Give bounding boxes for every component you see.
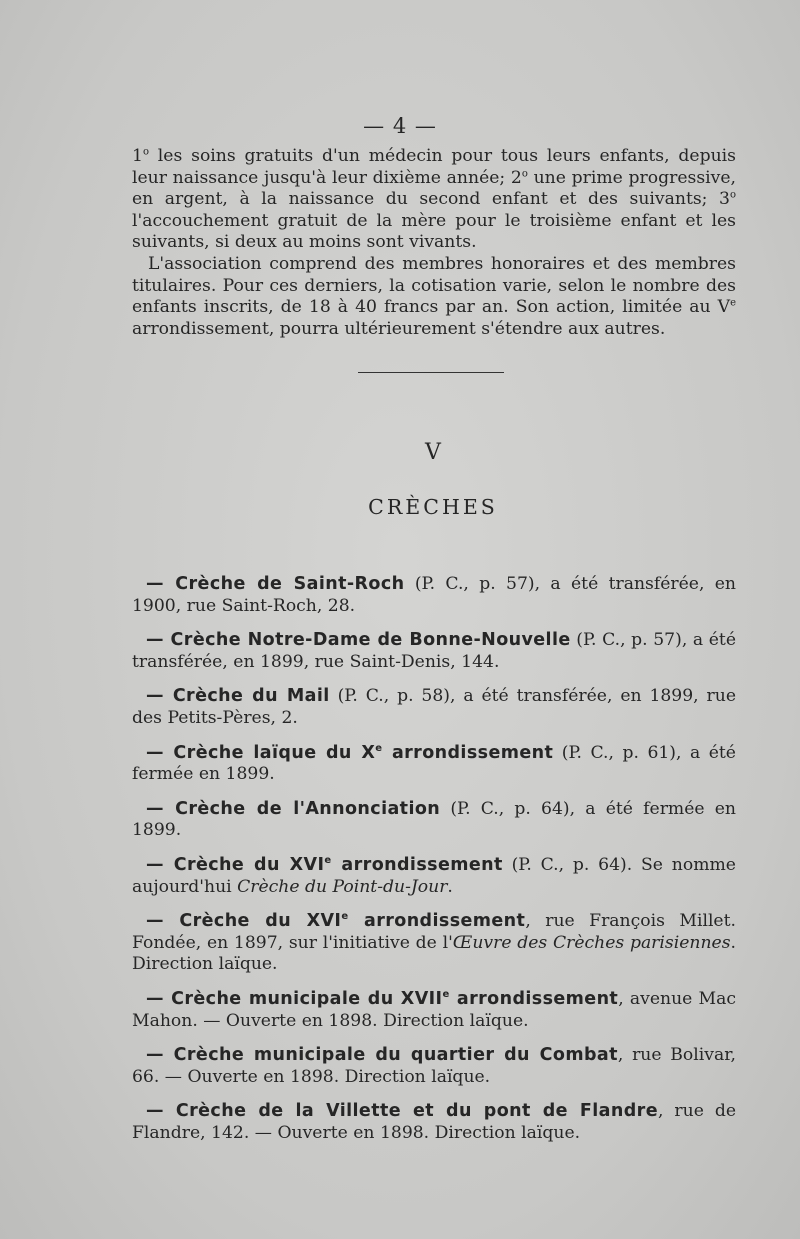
creche-name-text: arrondissement — [449, 988, 619, 1009]
creche-name — [146, 630, 571, 650]
creche-name-text: — Crèche de la Villette et du pont de Flandre — [146, 1101, 658, 1122]
creche-name-text: — Crèche municipale du quartier du Combat — [146, 1045, 618, 1066]
text-run: les soins gratuits d'un médecin pour tous leurs enfants, depuis leur naissance jusqu'à leur dixième année; 2 — [132, 146, 736, 188]
creche-name — [146, 989, 618, 1009]
section-numeral: V — [425, 440, 441, 465]
creche-entry — [132, 989, 736, 1032]
creche-name — [146, 743, 553, 763]
creche-description: . — [447, 876, 453, 897]
intro-paragraph — [132, 146, 736, 254]
creche-entry — [132, 630, 736, 673]
text-run: arrondissement, pourra ultérieurement s'étendre aux autres. — [132, 318, 666, 339]
superscript: o — [729, 189, 736, 201]
superscript: o — [142, 146, 149, 158]
creche-name — [146, 1045, 618, 1065]
text-run: l'accouchement gratuit de la mère pour le troisième enfant et les suivants, si deux au moins sont vivants. — [132, 210, 736, 253]
creche-description: , rue Bolivar, 66. — Ouverte en 1898. Direction laïque. — [132, 1045, 736, 1087]
intro-paragraph — [132, 254, 736, 340]
text-run: une prime progressive, en argent, à la naissance du second enfant et des suivants; 3 — [132, 167, 736, 210]
creche-name-text: — Crèche du Mail — [146, 686, 330, 707]
superscript: e — [442, 989, 450, 1001]
superscript: o — [521, 167, 528, 179]
creche-name-text: arrondissement — [331, 854, 503, 875]
creche-description: (P. C., p. 57), a été transférée, en 1900, rue Saint-Roch, 28. — [132, 574, 736, 616]
creche-description: (P. C., p. 64), a été fermée en 1899. — [132, 798, 736, 841]
creche-entry — [132, 743, 736, 786]
creche-name-text: — Crèche laïque du X — [146, 742, 376, 763]
creche-entry — [132, 1045, 736, 1088]
section-title: CRÈCHES — [368, 495, 498, 519]
creche-entry — [132, 911, 736, 976]
superscript: e — [375, 742, 383, 754]
creche-description: , rue de Flandre, 142. — Ouverte en 1898. Direction laïque. — [132, 1101, 736, 1143]
creche-description: (P. C., p. 61), a été fermée en 1899. — [132, 742, 736, 785]
italic-title: Œuvre des Crèches parisiennes — [452, 932, 731, 953]
creche-description: (P. C., p. 58), a été transférée, en 1899, rue des Petits-Pères, 2. — [132, 686, 736, 728]
text-run: L'association comprend des membres honoraires et des membres titulaires. Pour ces derniers, la cotisation varie, selon le nombre des enfants inscrits, de 18 à 40 francs par an. Son action, limitée au V — [132, 253, 736, 318]
creche-entries — [132, 574, 736, 1157]
creche-name-text: — Crèche Notre-Dame de Bonne-Nouvelle — [146, 630, 571, 651]
creche-name — [146, 1101, 658, 1121]
superscript: e — [341, 911, 349, 923]
creche-name — [146, 855, 503, 875]
creche-name-text: — Crèche du XVI — [146, 854, 325, 875]
superscript: e — [730, 297, 736, 309]
creche-name-text: — Crèche municipale du XVII — [146, 988, 443, 1009]
page-number: — 4 — — [363, 114, 437, 138]
intro-text — [132, 146, 736, 340]
creche-name — [146, 911, 525, 931]
creche-entry — [132, 1101, 736, 1144]
section-divider — [358, 372, 504, 373]
creche-name-text: arrondissement — [382, 742, 554, 763]
superscript: e — [324, 855, 332, 867]
creche-name-text: — Crèche de Saint-Roch — [146, 574, 405, 594]
text-run: 1 — [132, 146, 143, 166]
creche-description: . Direction laïque. — [132, 932, 736, 975]
creche-entry — [132, 799, 736, 842]
italic-title: Crèche du Point-du-Jour — [237, 876, 448, 897]
creche-name-text: — Crèche du XVI — [146, 911, 342, 932]
creche-name — [146, 799, 440, 819]
creche-name-text: — Crèche de l'Annonciation — [146, 798, 441, 819]
creche-name-text: arrondissement — [348, 911, 526, 932]
creche-entry — [132, 686, 736, 729]
creche-name — [146, 574, 404, 594]
creche-description: , rue François Millet. Fondée, en 1897, sur l'initiative de l' — [132, 911, 736, 953]
creche-entry — [132, 855, 736, 898]
creche-description: (P. C., p. 57), a été transférée, en 1899, rue Saint-Denis, 144. — [132, 630, 737, 672]
creche-description: (P. C., p. 64). Se nomme aujourd'hui — [132, 854, 736, 897]
creche-name — [146, 686, 330, 706]
creche-description: , avenue Mac Mahon. — Ouverte en 1898. Direction laïque. — [132, 988, 736, 1031]
creche-entry — [132, 574, 736, 617]
